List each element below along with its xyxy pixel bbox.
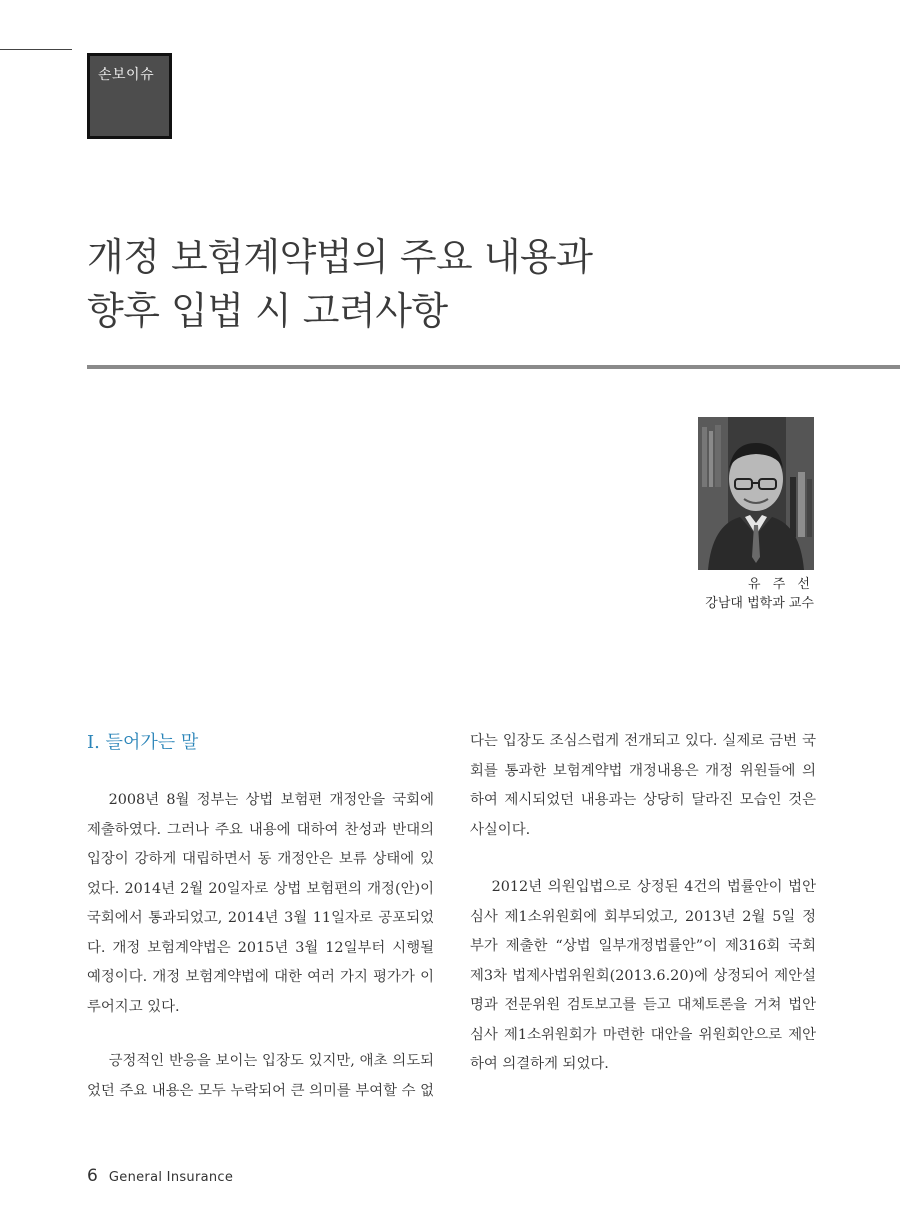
page-footer bbox=[87, 1166, 233, 1186]
category-label: 손보이슈 bbox=[98, 67, 155, 83]
body-paragraph bbox=[470, 873, 816, 1080]
body-paragraph bbox=[87, 1047, 434, 1106]
article-title-line-1: 개정 보험계약법의 주요 내용과 bbox=[87, 235, 593, 279]
category-badge bbox=[87, 53, 172, 139]
paragraph-text: 긍정적인 반응을 보이는 입장도 있지만, 애초 의도되었던 주요 내용은 모두 누락되어 큰 의미를 부여할 수 없 bbox=[87, 1053, 435, 1099]
article-title-line-2: 향후 입법 시 고려사항 bbox=[87, 289, 448, 333]
paragraph-text: 다는 입장도 조심스럽게 전개되고 있다. 실제로 금번 국회를 통과한 보험계약법 개정내용은 개정 위원들에 의하여 제시되었던 내용과는 상당히 달라진 모습인 것은 사실이다. bbox=[470, 733, 816, 838]
author-photo bbox=[698, 417, 814, 570]
body-paragraph bbox=[470, 727, 816, 845]
paragraph-text: 2008년 8월 정부는 상법 보험편 개정안을 국회에 제출하였다. 그러나 주요 내용에 대하여 찬성과 반대의 입장이 강하게 대립하면서 동 개정안은 보류 상태에 있었다. 2014년 2월 20일자로 상법 보험편의 개정(안)이 국회에서 통과되었고, 2014년 3월 11일자로 공포되었다. 개정 보험계약법은 2015년 3월 12일부터 시행될 예정이다. 개정 보험계약법에 대한 여러 가지 평가가 이루어지고 있다. bbox=[87, 792, 434, 1015]
author-affiliation: 강남대 법학과 교수 bbox=[705, 596, 814, 611]
top-left-rule bbox=[0, 49, 72, 50]
title-divider bbox=[87, 365, 900, 369]
author-name: 유 주 선 bbox=[748, 577, 814, 592]
publication-name: General Insurance bbox=[108, 1170, 234, 1185]
paragraph-text: 2012년 의원입법으로 상정된 4건의 법률안이 법안심사 제1소위원회에 회부되었고, 2013년 2월 5일 정부가 제출한 “상법 일부개정법률안”이 제316회 국회 제3차 법제사법위원회(2013.6.20)에 상정되어 제안설명과 전문위원 검토보고를 듣고 대체토론을 거쳐 법안심사 제1소위원회가 마련한 대안을 위원회안으로 제안하여 의결하게 되었다. bbox=[470, 879, 816, 1072]
section-heading: I. 들어가는 말 bbox=[87, 732, 199, 753]
article-title bbox=[87, 230, 592, 338]
page-number: 6 bbox=[87, 1166, 98, 1186]
body-paragraph bbox=[87, 786, 434, 1022]
